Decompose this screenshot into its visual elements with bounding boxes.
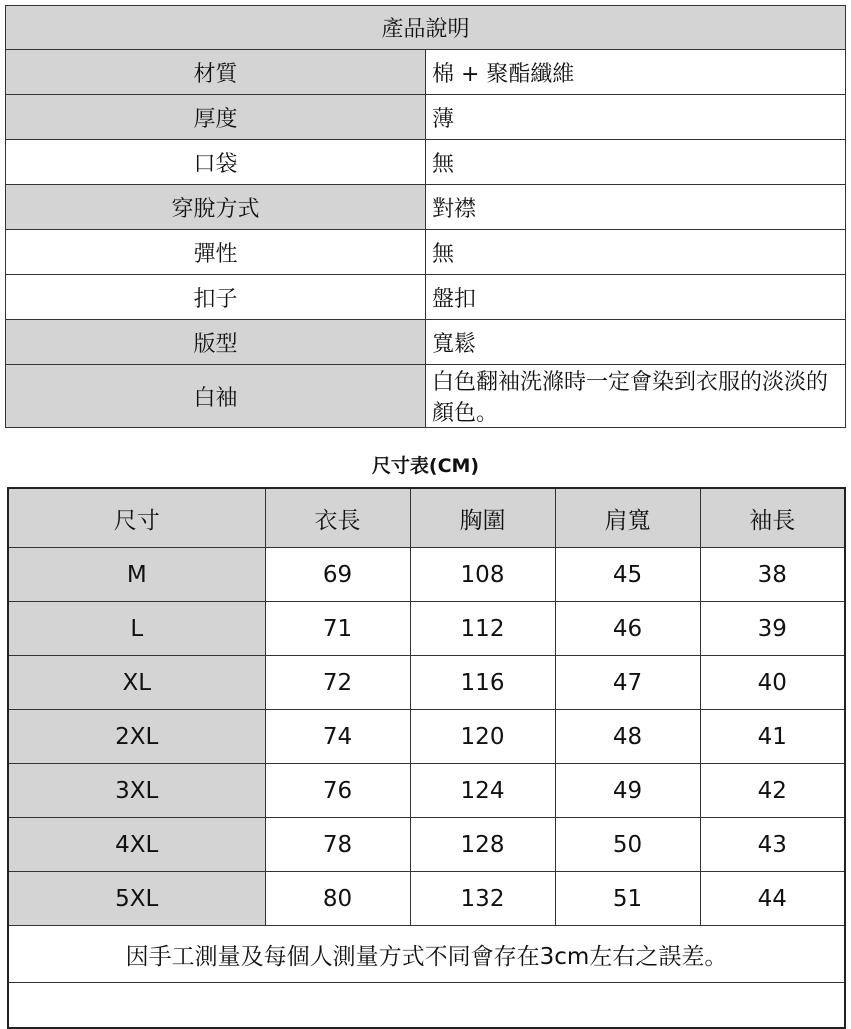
measure-cell: 48 [555,710,700,764]
spec-label: 材質 [6,50,426,95]
size-cell: M [8,548,265,602]
size-row [8,872,845,926]
spec-row-fit [6,320,846,365]
column-header: 尺寸 [8,488,265,548]
size-cell: 3XL [8,764,265,818]
measure-cell: 44 [700,872,845,926]
size-row [8,818,845,872]
measure-cell: 128 [410,818,555,872]
measure-cell: 76 [265,764,410,818]
size-row [8,710,845,764]
spec-value: 薄 [426,95,846,140]
spec-label: 版型 [6,320,426,365]
blank-cell [8,983,845,1029]
size-row [8,602,845,656]
spec-label: 扣子 [6,275,426,320]
product-title: 產品說明 [6,6,846,50]
measure-cell: 42 [700,764,845,818]
product-title-row [6,6,846,50]
spec-value: 棉 + 聚酯纖維 [426,50,846,95]
measure-cell: 124 [410,764,555,818]
spec-row-thickness [6,95,846,140]
measure-cell: 40 [700,656,845,710]
measure-cell: 51 [555,872,700,926]
size-row [8,656,845,710]
measurement-note: 因手工測量及每個人測量方式不同會存在3cm左右之誤差。 [8,926,845,983]
product-description-table [5,5,846,428]
column-header: 胸圍 [410,488,555,548]
size-cell: 2XL [8,710,265,764]
spec-row-pocket [6,140,846,185]
measure-cell: 120 [410,710,555,764]
size-header-row [8,488,845,548]
blank-row [8,983,845,1029]
spec-value: 盤扣 [426,275,846,320]
measure-cell: 38 [700,548,845,602]
spec-row-buttons [6,275,846,320]
size-row [8,764,845,818]
spec-row-elasticity [6,230,846,275]
size-cell: XL [8,656,265,710]
size-cell: 4XL [8,818,265,872]
spec-label: 厚度 [6,95,426,140]
measure-cell: 80 [265,872,410,926]
measure-cell: 71 [265,602,410,656]
measure-cell: 43 [700,818,845,872]
measure-cell: 45 [555,548,700,602]
measure-cell: 74 [265,710,410,764]
column-header: 衣長 [265,488,410,548]
spec-value: 無 [426,140,846,185]
measure-cell: 108 [410,548,555,602]
column-header: 袖長 [700,488,845,548]
spec-label: 穿脫方式 [6,185,426,230]
measure-cell: 41 [700,710,845,764]
measure-cell: 46 [555,602,700,656]
size-chart-title: 尺寸表(CM) [371,455,480,477]
measure-cell: 50 [555,818,700,872]
spec-row-white-sleeve [6,365,846,428]
measure-cell: 39 [700,602,845,656]
spec-label: 白袖 [6,365,426,428]
size-row [8,548,845,602]
spec-label: 口袋 [6,140,426,185]
spec-label: 彈性 [6,230,426,275]
measure-cell: 78 [265,818,410,872]
size-cell: 5XL [8,872,265,926]
spec-value: 無 [426,230,846,275]
size-chart-table [7,487,846,1029]
spec-value: 白色翻袖洗滌時一定會染到衣服的淡淡的顏色。 [426,365,846,428]
measure-cell: 69 [265,548,410,602]
measure-cell: 132 [410,872,555,926]
spec-row-closure [6,185,846,230]
note-row [8,926,845,983]
measure-cell: 112 [410,602,555,656]
measure-cell: 47 [555,656,700,710]
measure-cell: 116 [410,656,555,710]
spec-value: 寬鬆 [426,320,846,365]
column-header: 肩寬 [555,488,700,548]
measure-cell: 49 [555,764,700,818]
spec-row-material [6,50,846,95]
size-cell: L [8,602,265,656]
spec-value: 對襟 [426,185,846,230]
measure-cell: 72 [265,656,410,710]
